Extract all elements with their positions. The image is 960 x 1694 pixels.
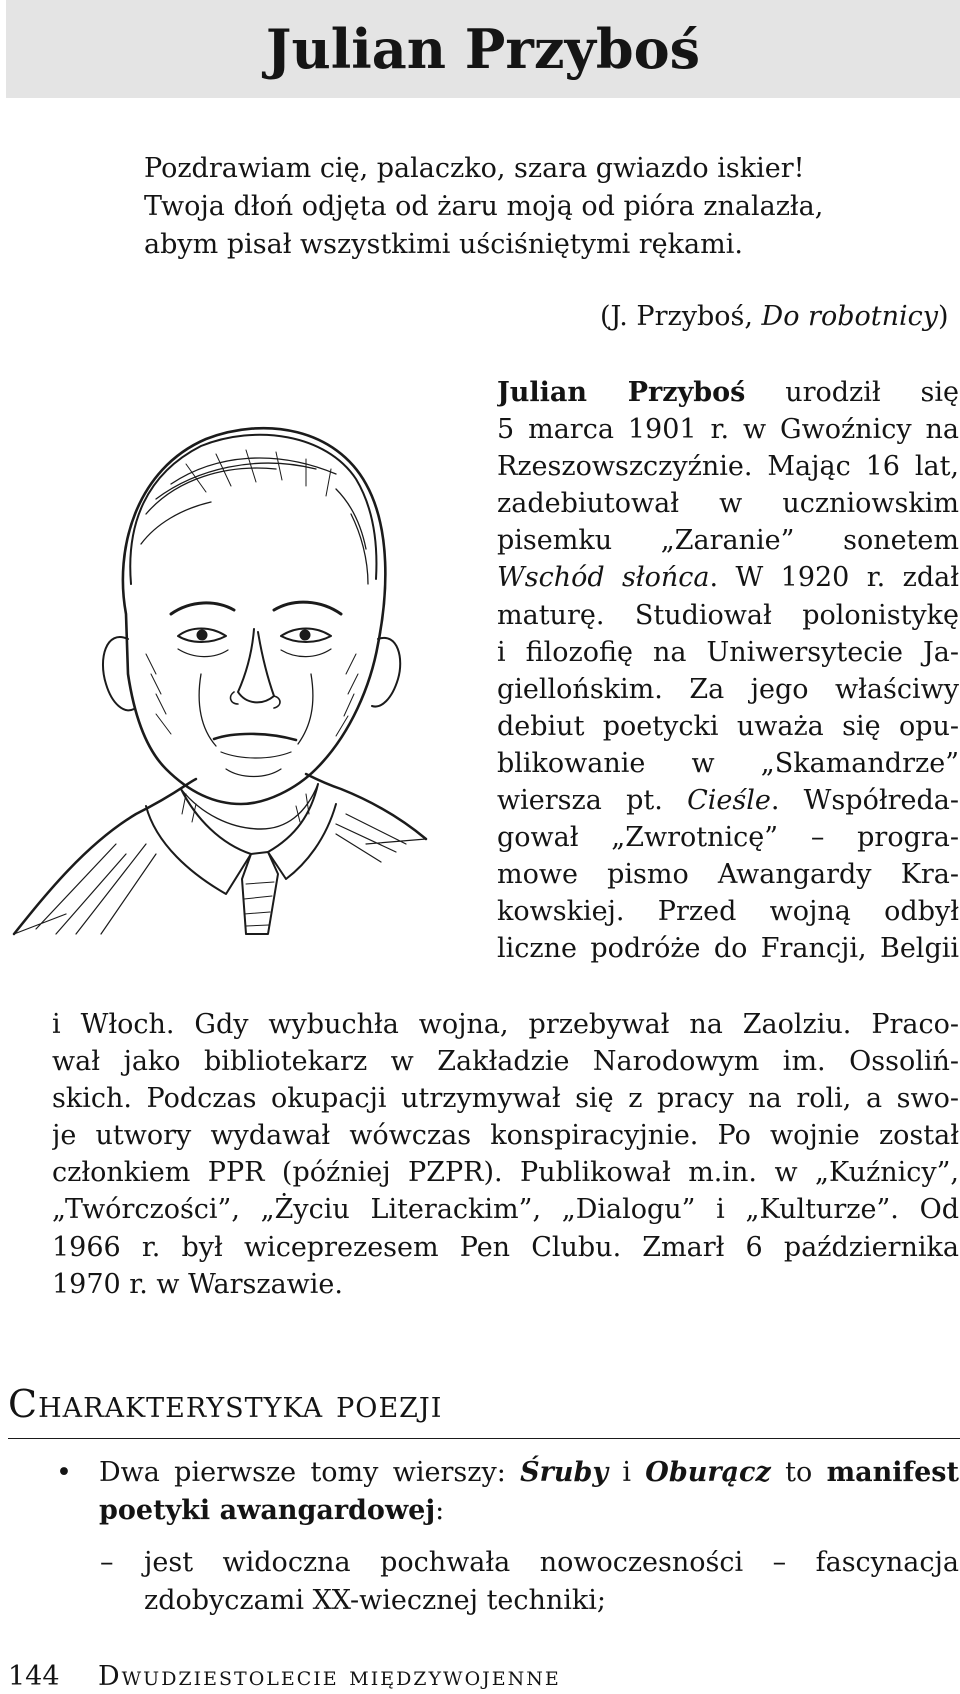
emphasis-bold: Oburącz bbox=[645, 1457, 771, 1488]
text-run: giellońskim. Za jego właściwy bbox=[497, 673, 959, 705]
epigraph-line: abym pisał wszystkimi uściśniętymi rękami. bbox=[144, 229, 743, 260]
biography-line bbox=[497, 856, 959, 893]
text-run: gował „Zwrotnicę” – progra- bbox=[497, 822, 959, 854]
biography-line bbox=[497, 671, 959, 708]
text-run: 5 marca 1901 r. w Gwoźnicy na bbox=[497, 414, 959, 446]
biography-full-width bbox=[52, 1006, 959, 1303]
biography-line: 1966 r. był wiceprezesem Pen Clubu. Zmarł 6 października bbox=[52, 1231, 959, 1263]
biography-line bbox=[497, 597, 959, 634]
list-line bbox=[99, 1492, 959, 1530]
sub-list-line: jest widoczna pochwała nowoczesności – fascynacja bbox=[144, 1547, 959, 1578]
biography-line: skich. Podczas okupacji utrzymywał się z pracy na roli, a swo- bbox=[52, 1083, 959, 1115]
emphasis-bold: poetyki awangardowej bbox=[99, 1495, 436, 1526]
biography-line bbox=[497, 745, 959, 782]
emphasis-bold: Julian Przyboś bbox=[497, 377, 746, 408]
biography-line: 1970 r. w Warszawie. bbox=[52, 1268, 343, 1300]
epigraph-line: Pozdrawiam cię, palaczko, szara gwiazdo iskier! bbox=[144, 153, 805, 184]
epigraph-line: Twoja dłoń odjęta od żaru moją od pióra znalazła, bbox=[144, 191, 824, 222]
text-run: to bbox=[770, 1457, 827, 1488]
list-line bbox=[99, 1454, 959, 1492]
text-run: wiersza pt. bbox=[497, 785, 688, 817]
biography-line: je utwory wydawał wówczas konspiracyjnie. Po wojnie został bbox=[52, 1120, 959, 1152]
epigraph bbox=[144, 150, 949, 332]
page-title: Julian Przyboś bbox=[265, 17, 701, 81]
text-run: Dwa pierwsze tomy wierszy: bbox=[99, 1457, 521, 1488]
text-run: debiut poetycki uważa się opu- bbox=[497, 710, 959, 742]
sub-list-item bbox=[144, 1544, 959, 1620]
text-run: Rzeszowszczyźnie. Mając 16 lat, bbox=[497, 451, 959, 483]
emphasis-italic: Wschód słońca bbox=[497, 562, 710, 594]
text-run: kowskiej. Przed wojną odbył bbox=[497, 896, 959, 928]
biography-line: i Włoch. Gdy wybuchła wojna, przebywał na Zaolziu. Praco- bbox=[52, 1009, 959, 1040]
biography-line bbox=[497, 411, 959, 448]
sub-list-line: zdobyczami XX-wiecznej techniki; bbox=[144, 1585, 607, 1616]
text-run: . W 1920 r. zdał bbox=[709, 562, 959, 594]
biography-line bbox=[497, 930, 959, 967]
biography-line bbox=[497, 374, 959, 411]
text-run: : bbox=[435, 1495, 445, 1526]
section-divider bbox=[8, 1438, 960, 1439]
biography-line bbox=[497, 708, 959, 745]
page-number: 144 bbox=[8, 1661, 60, 1692]
biography-wrapped bbox=[497, 374, 959, 968]
text-run: zadebiutował w uczniowskim bbox=[497, 488, 959, 520]
epigraph-source: (J. Przyboś, Do robotnicy) bbox=[600, 301, 949, 332]
biography-line bbox=[497, 522, 959, 559]
biography-line: członkiem PPR (później PZPR). Publikował m.in. w „Kuźnicy”, bbox=[52, 1157, 959, 1189]
biography-line bbox=[497, 559, 959, 596]
text-run: blikowanie w „Skamandrze” bbox=[497, 747, 959, 779]
dash-icon: – bbox=[100, 1547, 114, 1578]
biography-line bbox=[497, 485, 959, 522]
text-run: liczne podróże do Francji, Belgii bbox=[497, 933, 959, 965]
biography-line bbox=[497, 893, 959, 930]
text-run: maturę. Studiował polonistykę bbox=[497, 599, 959, 631]
portrait-illustration bbox=[6, 374, 466, 974]
list-item bbox=[99, 1454, 959, 1530]
biography-line bbox=[497, 819, 959, 856]
biography-line: „Twórczości”, „Życiu Literackim”, „Dialogu” i „Kulturze”. Od bbox=[52, 1194, 959, 1226]
page-footer bbox=[8, 1660, 958, 1694]
biography-line bbox=[497, 448, 959, 485]
biography-line bbox=[497, 634, 959, 671]
biography-line bbox=[497, 782, 959, 819]
emphasis-italic: Cieśle bbox=[687, 785, 771, 817]
text-run: . Współreda- bbox=[770, 785, 959, 817]
text-run: i filozofię na Uniwersytecie Ja- bbox=[497, 636, 959, 668]
text-run: mowe pismo Awangardy Kra- bbox=[497, 859, 959, 891]
title-bar bbox=[6, 0, 960, 98]
text-run: pisemku „Zaranie” sonetem bbox=[497, 525, 959, 557]
biography-line: wał jako bibliotekarz w Zakładzie Narodowym im. Ossoliń- bbox=[52, 1046, 959, 1078]
running-title: Dwudziestolecie międzywojenne bbox=[98, 1661, 561, 1692]
text-run: urodził się bbox=[745, 377, 959, 408]
bullet-icon: • bbox=[56, 1457, 72, 1488]
text-run: i bbox=[608, 1457, 646, 1488]
emphasis-bold: manifest bbox=[826, 1457, 959, 1488]
emphasis-bold: Śruby bbox=[520, 1457, 609, 1488]
section-heading: Charakterystyka poezji bbox=[8, 1382, 443, 1426]
epigraph-source-title: Do robotnicy bbox=[761, 301, 938, 332]
